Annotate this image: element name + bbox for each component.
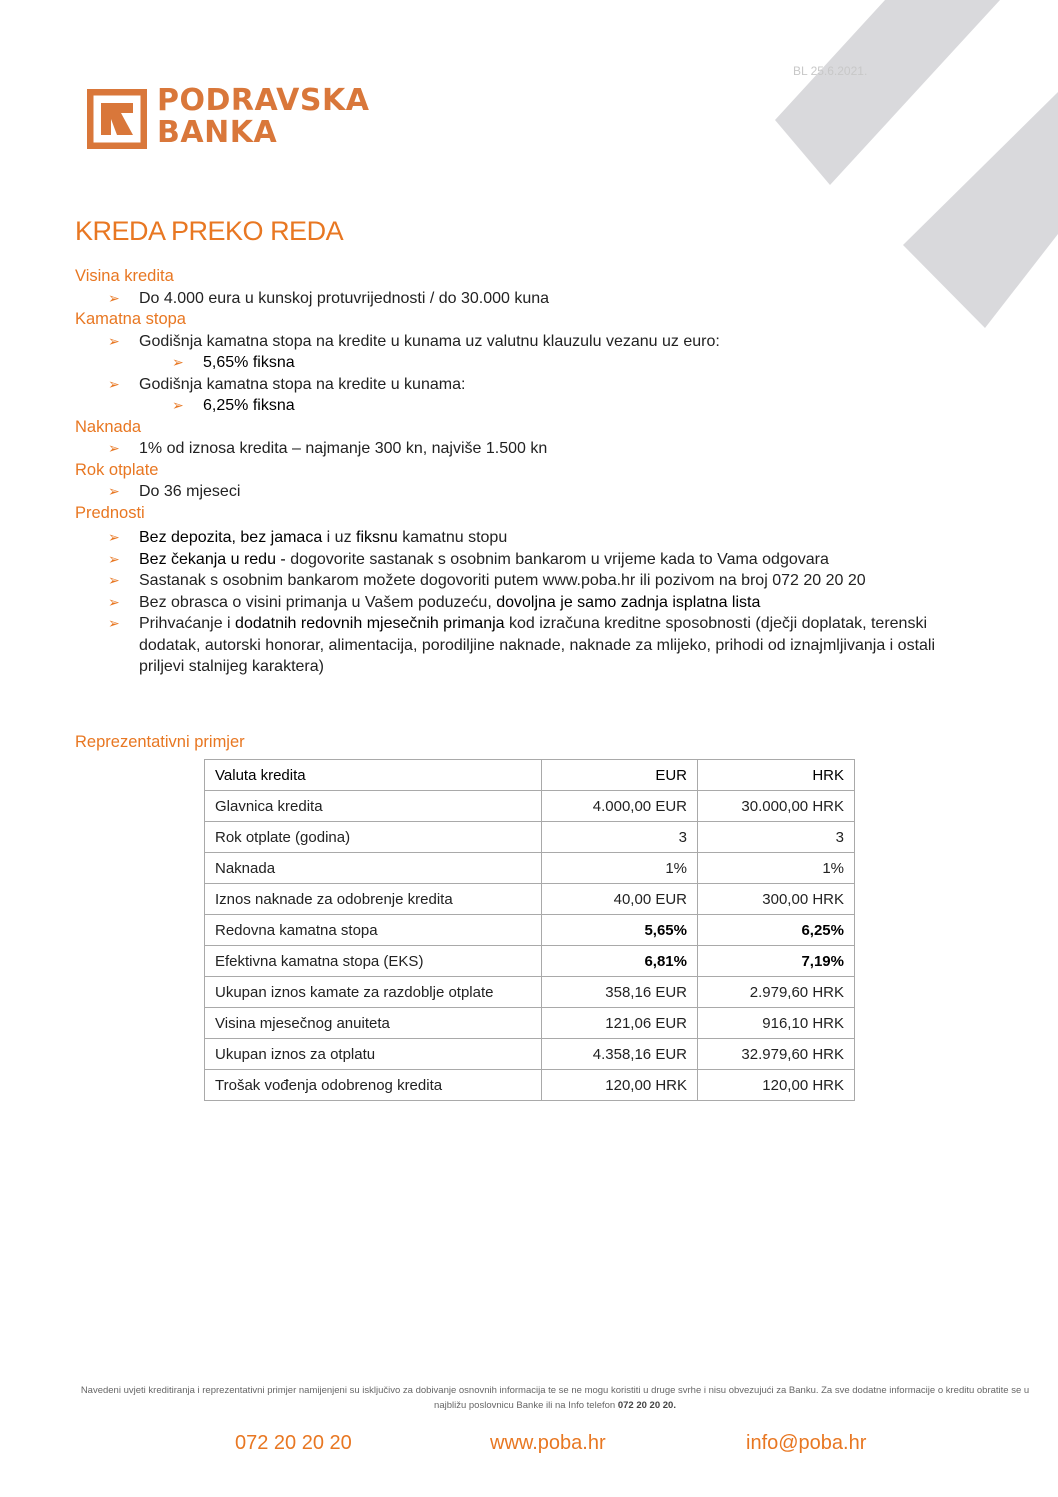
table-row: Naknada 1% 1%: [205, 853, 855, 884]
list-item: ➢ Prihvaćanje i dodatnih redovnih mjesečnih primanja kod izračuna kreditne sposobnosti (dječji doplatak, terenski dodatak, autorski honorar, alimentacija, porodiljine naknade, naknade za mlijeko, prihodi od iznajmljivanja i ostali priljevi stalnijeg karaktera): [108, 615, 936, 675]
list-item: ➢ Bez obrasca o visini primanja u Vašem poduzeću, dovoljna je samo zadnja isplatna lista: [75, 592, 975, 614]
arrow-bullet-icon: ➢: [108, 483, 120, 499]
list-item: ➢ 1% od iznosa kredita – najmanje 300 kn, najviše 1.500 kn: [75, 438, 975, 460]
table-header-row: [205, 760, 855, 791]
footer-phone-link[interactable]: 072 20 20 20: [235, 1432, 352, 1454]
logo-wordmark: [157, 85, 369, 149]
product-details: [75, 266, 975, 678]
logo-line-2: BANKA: [157, 115, 278, 150]
list-subitem: ➢ 6,25% fiksna: [75, 395, 975, 417]
table-row: Ukupan iznos za otplatu 4.358,16 EUR 32.979,60 HRK: [205, 1039, 855, 1070]
list-item: ➢ Bez depozita, bez jamaca i uz fiksnu kamatnu stopu: [75, 527, 975, 549]
table-row: Rok otplate (godina) 3 3: [205, 822, 855, 853]
footer-website-link[interactable]: www.poba.hr: [490, 1432, 606, 1454]
arrow-bullet-icon: ➢: [172, 354, 184, 370]
table-row: Ukupan iznos kamate za razdoblje otplate 358,16 EUR 2.979,60 HRK: [205, 977, 855, 1008]
section-heading-rok: Rok otplate: [75, 460, 159, 479]
section-heading-visina: Visina kredita: [75, 267, 174, 285]
arrow-bullet-icon: ➢: [108, 615, 120, 631]
list-subitem: ➢ 5,65% fiksna: [75, 352, 975, 374]
bank-logo: [87, 83, 387, 153]
table-row: Efektivna kamatna stopa (EKS) 6,81% 7,19%: [205, 946, 855, 977]
arrow-bullet-icon: ➢: [108, 440, 120, 456]
arrow-bullet-icon: ➢: [108, 529, 120, 545]
arrow-bullet-icon: ➢: [108, 289, 120, 306]
section-heading-kamatna: Kamatna stopa: [75, 310, 186, 328]
footer-disclaimer: Navedeni uvjeti kreditiranja i reprezentativni primjer namijenjeni su isključivo za dobivanje osnovnih informacija te se ne mogu koristiti u druge svrhe i nisu obvezujući za Banku. Za sve dodatne informacije o kreditu obratite se u najbližu poslovnicu Banke ili na Info telefon 072 20 20 20.: [80, 1385, 1030, 1411]
column-header-currency: Valuta kredita: [205, 760, 542, 791]
arrow-bullet-icon: ➢: [108, 593, 120, 610]
table-row: Visina mjesečnog anuiteta 121,06 EUR 916,10 HRK: [205, 1008, 855, 1039]
list-item: ➢ Bez čekanja u redu - dogovorite sastanak s osobnim bankarom u vrijeme kada to Vama odgovara: [75, 549, 975, 571]
arrow-bullet-icon: ➢: [108, 550, 120, 567]
arrow-bullet-icon: ➢: [108, 375, 120, 392]
table-row: Redovna kamatna stopa 5,65% 6,25%: [205, 915, 855, 946]
representative-example-table: [204, 759, 855, 1101]
section-heading-prednosti: Prednosti: [75, 503, 145, 522]
list-item: ➢ Godišnja kamatna stopa na kredite u kunama uz valutnu klauzulu vezanu uz euro:: [75, 331, 975, 353]
table-row: Trošak vođenja odobrenog kredita 120,00 HRK 120,00 HRK: [205, 1070, 855, 1101]
logo-line-1: PODRAVSKA: [157, 83, 370, 118]
column-header-eur: EUR: [542, 760, 698, 791]
arrow-bullet-icon: ➢: [172, 397, 184, 413]
list-item: ➢ Sastanak s osobnim bankarom možete dogovoriti putem www.poba.hr ili pozivom na broj 072 20 20 20: [75, 570, 975, 592]
list-item: ➢ Godišnja kamatna stopa na kredite u kunama:: [75, 374, 975, 396]
list-item: ➢ Do 36 mjeseci: [75, 481, 975, 503]
arrow-bullet-icon: ➢: [108, 572, 120, 588]
disclaimer-phone: 072 20 20 20.: [617, 1400, 676, 1411]
footer-email-link[interactable]: info@poba.hr: [746, 1432, 867, 1454]
arrow-bullet-icon: ➢: [108, 332, 120, 349]
document-date-code: BL 25.6.2021.: [793, 64, 868, 78]
page-title: KREDA PREKO REDA: [75, 216, 344, 246]
column-header-hrk: HRK: [698, 760, 855, 791]
example-heading: Reprezentativni primjer: [75, 733, 245, 751]
list-item: ➢ Do 4.000 eura u kunskoj protuvrijednosti / do 30.000 kuna: [75, 288, 975, 310]
section-heading-naknada: Naknada: [75, 417, 142, 436]
table-row: Glavnica kredita 4.000,00 EUR 30.000,00 HRK: [205, 791, 855, 822]
podravska-banka-logo-mark-icon: [87, 89, 147, 149]
table-row: Iznos naknade za odobrenje kredita 40,00 EUR 300,00 HRK: [205, 884, 855, 915]
